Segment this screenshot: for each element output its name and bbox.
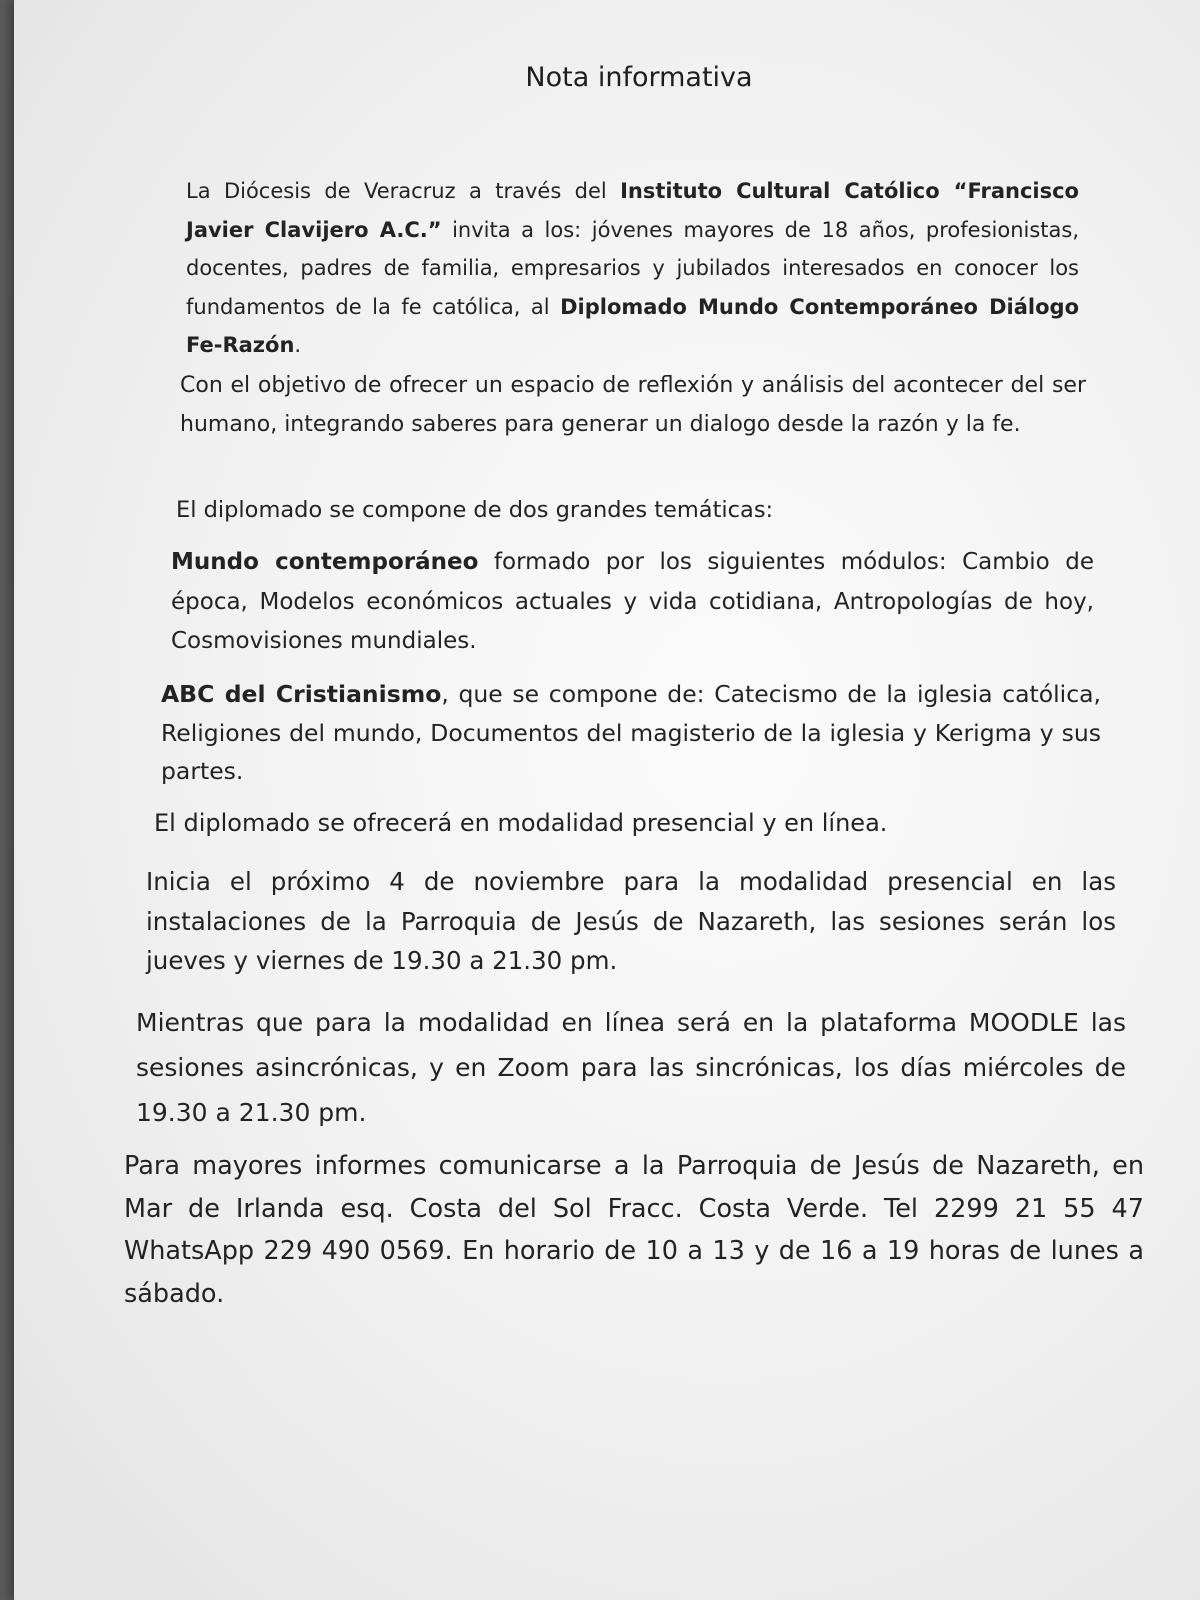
- modality-paragraph: El diplomado se ofrecerá en modalidad presencial y en línea.: [154, 809, 888, 837]
- intro-text-2: invita a los: jóvenes mayores de 18 años, profesionistas, docentes, padres de familia, empresarios y jubilados interesados en conocer los fundamentos de la fe católica, al: [186, 217, 1079, 319]
- theme-contemporary-heading: Mundo contemporáneo: [171, 549, 479, 575]
- online-paragraph: Mientras que para la modalidad en línea será en la plataforma MOODLE las sesiones asincrónicas, y en Zoom para las sincrónicas, los días miércoles de 19.30 a 21.30 pm.: [136, 1008, 1126, 1127]
- objective-paragraph: Con el objetivo de ofrecer un espacio de reflexión y análisis del acontecer del ser humano, integrando saberes para generar un dialogo desde la razón y la fe.: [180, 373, 1086, 437]
- theme-abc-paragraph: [161, 675, 1101, 791]
- intro-paragraph: [186, 172, 1079, 365]
- document-title: Nota informativa: [525, 62, 753, 93]
- themes-intro-paragraph: El diplomado se compone de dos grandes temáticas:: [176, 497, 774, 523]
- contact-paragraph: Para mayores informes comunicarse a la Parroquia de Jesús de Nazareth, en Mar de Irlanda esq. Costa del Sol Fracc. Costa Verde. Tel 2299 21 55 47 WhatsApp 229 490 0569. En horario de 10 a 13 y de 16 a 19 horas de lunes a sábado.: [124, 1151, 1144, 1309]
- theme-contemporary-paragraph: [171, 543, 1094, 662]
- paper-sheet: [14, 0, 1200, 1600]
- institute-name: Instituto Cultural Católico “Francisco Javier Clavijero A.C.”: [186, 179, 1079, 242]
- intro-text-1: La Diócesis de Veracruz a través del: [186, 179, 621, 203]
- diploma-name: Diplomado Mundo Contemporáneo Diálogo Fe-Razón: [186, 294, 1079, 357]
- theme-contemporary-text: formado por los siguientes módulos: Cambio de época, Modelos económicos actuales y vida cotidiana, Antropologías de hoy, Cosmovisiones mundiales.: [171, 549, 1094, 654]
- theme-abc-heading: ABC del Cristianismo: [161, 680, 442, 708]
- intro-text-3: .: [294, 333, 302, 357]
- theme-abc-text: , que se compone de: Catecismo de la iglesia católica, Religiones del mundo, Documentos del magisterio de la iglesia y Kerigma y sus partes.: [161, 680, 1101, 785]
- in-person-paragraph: Inicia el próximo 4 de noviembre para la modalidad presencial en las instalaciones de la Parroquia de Jesús de Nazareth, las sesiones serán los jueves y viernes de 19.30 a 21.30 pm.: [146, 867, 1116, 975]
